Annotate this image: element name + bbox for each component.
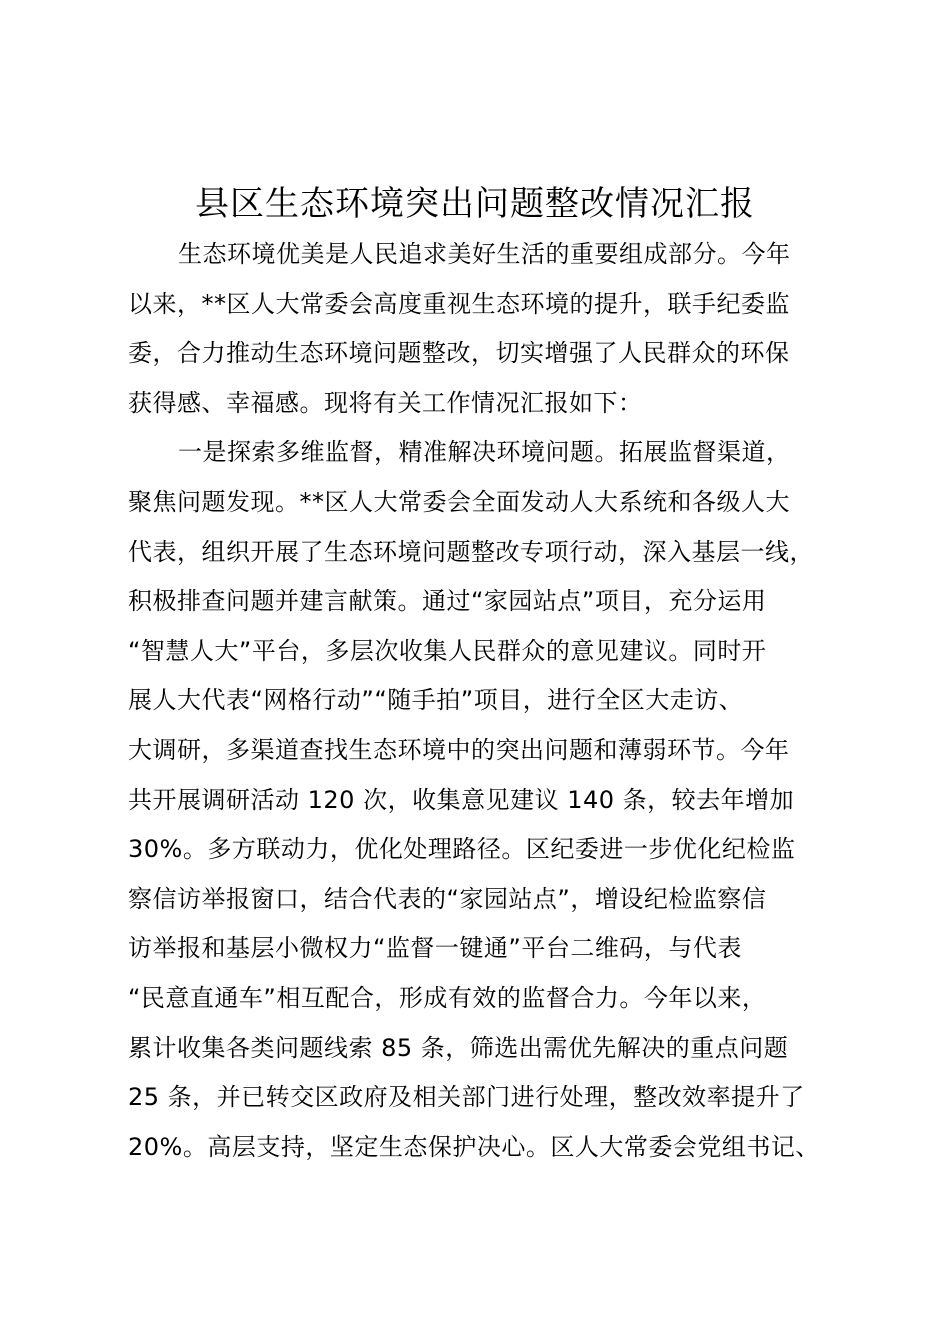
body-line: 共开展调研活动 120 次，收集意见建议 140 条，较去年增加 (128, 785, 795, 814)
body-line: 获得感、幸福感。现将有关工作情况汇报如下： (128, 388, 643, 417)
body-line: 代表，组织开展了生态环境问题整改专项行动，深入基层一线， (128, 537, 814, 566)
body-line: 累计收集各类问题线索 85 条，筛选出需优先解决的重点问题 (128, 1033, 789, 1062)
document-title: 县区生态环境突出问题整改情况汇报 (195, 184, 755, 224)
body-line: 生态环境优美是人民追求美好生活的重要组成部分。今年 (178, 240, 791, 268)
body-line: 以来，**区人大常委会高度重视生态环境的提升，联手纪委监 (128, 289, 790, 318)
body-line: 大调研，多渠道查找生态环境中的突出问题和薄弱环节。今年 (128, 735, 790, 764)
body-line: 聚焦问题发现。**区人大常委会全面发动人大系统和各级人大 (128, 487, 790, 516)
document-body (128, 230, 868, 1172)
body-line: 积极排查问题并建言献策。通过“家园站点”项目，充分运用 (128, 587, 767, 616)
body-line: 25 条，并已转交区政府及相关部门进行处理，整改效率提升了 (128, 1083, 805, 1112)
body-line: “智慧人大”平台，多层次收集人民群众的意见建议。同时开 (128, 636, 767, 665)
body-line: 30%。多方联动力，优化处理路径。区纪委进一步优化纪检监 (128, 835, 796, 864)
body-line: 一是探索多维监督，精准解决环境问题。拓展监督渠道， (178, 438, 791, 467)
body-line: “民意直通车”相互配合，形成有效的监督合力。今年以来， (128, 983, 767, 1012)
body-line: 20%。高层支持，坚定生态保护决心。区人大常委会党组书记、 (128, 1132, 820, 1161)
body-line: 展人大代表“网格行动”“随手拍”项目，进行全区大走访、 (128, 686, 744, 715)
body-line: 察信访举报窗口，结合代表的“家园站点”，增设纪检监察信 (128, 884, 767, 913)
body-line: 委，合力推动生态环境问题整改，切实增强了人民群众的环保 (128, 339, 790, 368)
body-line: 访举报和基层小微权力“监督一键通”平台二维码，与代表 (128, 934, 742, 963)
